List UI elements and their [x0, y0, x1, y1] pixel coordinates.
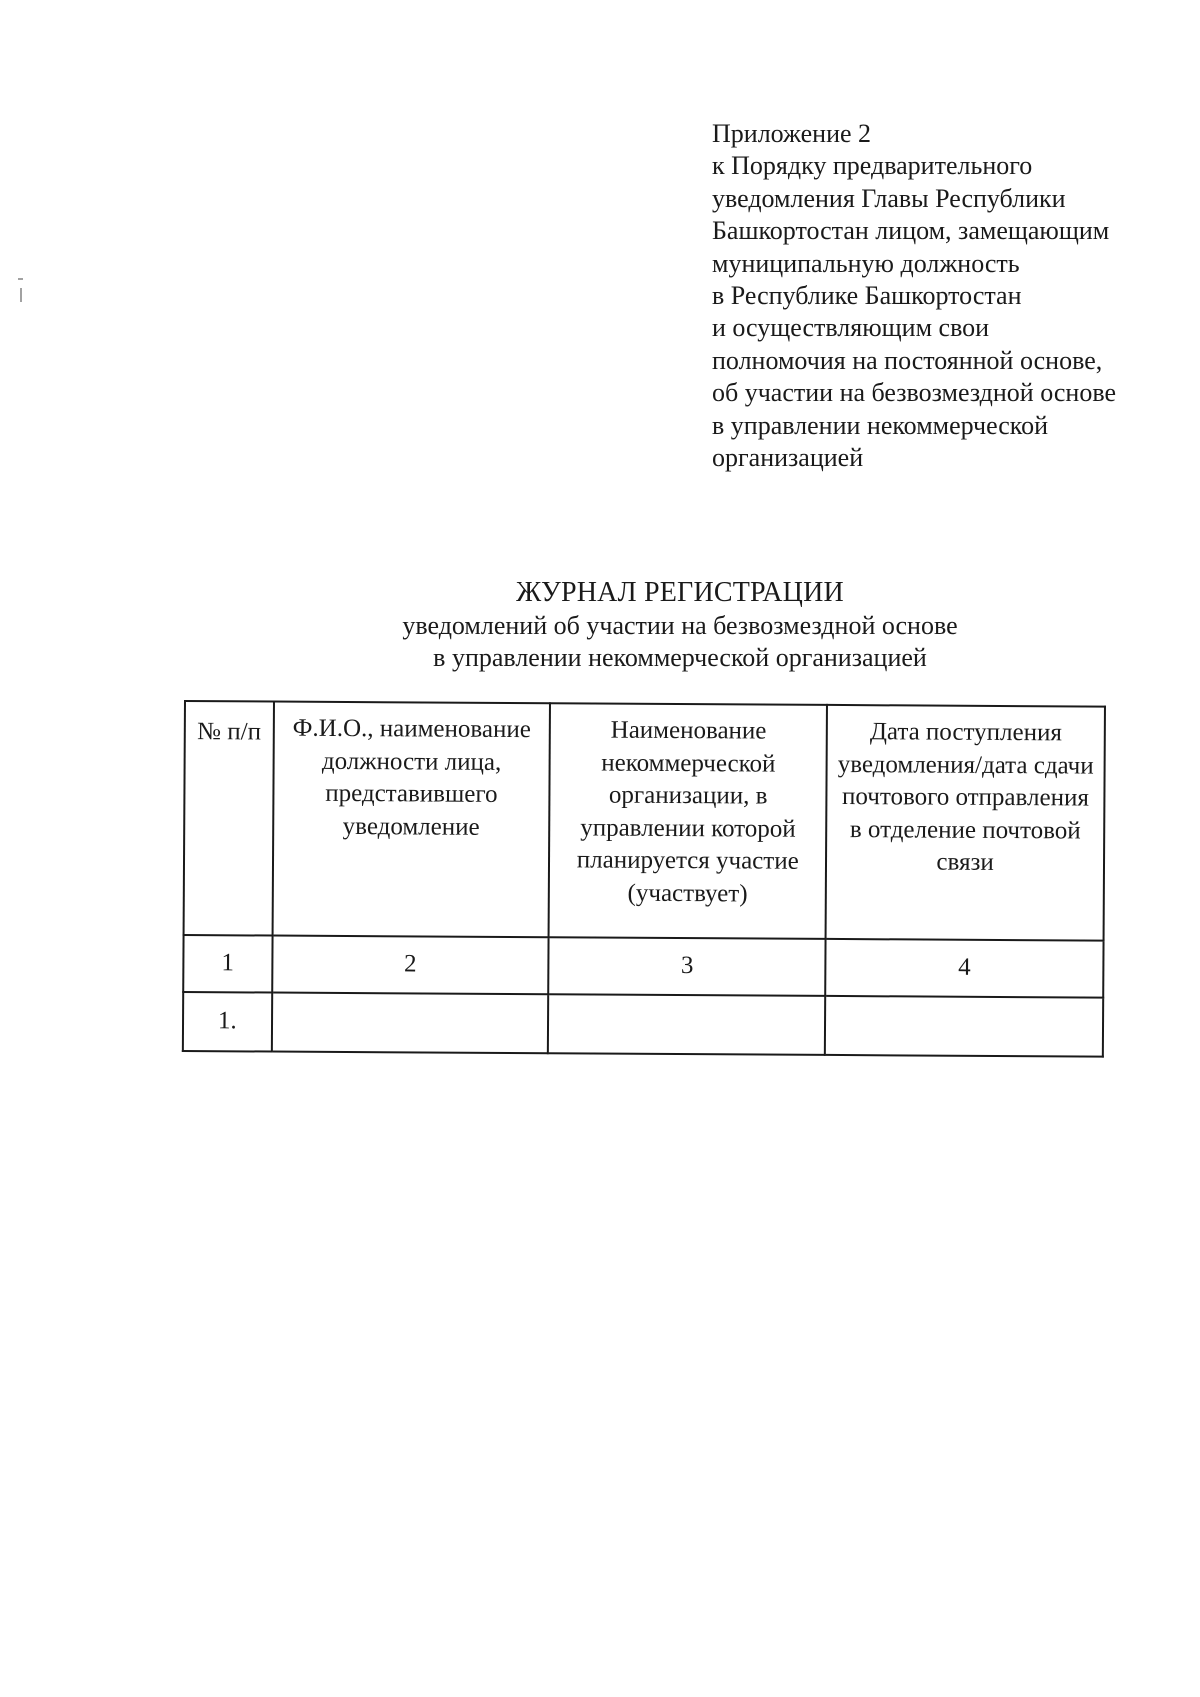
header-cell-full-name: Ф.И.О., наименование должности лица, представившего уведомление — [272, 702, 550, 938]
appendix-line: уведомления Главы Республики — [712, 183, 1066, 213]
column-number-cell: 2 — [272, 936, 549, 995]
column-number-cell: 3 — [549, 937, 826, 996]
header-cell-organization: Наименование некоммерческой организации, в управлении которой планируется участие (участвует) — [549, 703, 827, 939]
table-row — [183, 992, 1103, 1057]
appendix-line: в Республике Башкортостан — [712, 281, 1022, 311]
appendix-line: Приложение 2 — [712, 119, 872, 148]
table-cell — [271, 993, 548, 1054]
table-cell — [548, 994, 825, 1055]
document-subtitle-line: в управлении некоммерческой организацией — [433, 643, 927, 672]
header-cell-date: Дата поступления уведомления/дата сдачи почтового отправления в отделение почтовой связи — [826, 705, 1105, 941]
appendix-line: полномочия на постоянной основе, — [712, 345, 1103, 375]
table-header-row — [184, 701, 1105, 941]
scan-mark — [18, 278, 23, 280]
document-title: ЖУРНАЛ РЕГИСТРАЦИИ — [516, 577, 844, 608]
column-number-row — [183, 935, 1103, 998]
appendix-line: об участии на безвозмездной основе — [712, 378, 1116, 408]
scan-mark — [20, 288, 22, 302]
appendix-line: и осуществляющим свои — [712, 313, 990, 343]
column-number-cell: 1 — [183, 935, 272, 993]
registration-journal-table — [182, 700, 1106, 1058]
document-title-block — [300, 576, 1060, 674]
appendix-line: в управлении некоммерческой — [712, 410, 1049, 440]
appendix-line: организацией — [712, 443, 864, 473]
appendix-line: Башкортостан лицом, замещающим — [712, 216, 1110, 246]
appendix-line: к Порядку предварительного — [712, 151, 1033, 181]
header-cell-number: № п/п — [184, 701, 274, 936]
column-number-cell: 4 — [825, 939, 1103, 998]
document-subtitle-line: уведомлений об участии на безвозмездной основе — [402, 611, 958, 640]
appendix-note — [712, 118, 1172, 474]
appendix-line: муниципальную должность — [712, 248, 1020, 278]
table-cell — [825, 996, 1103, 1057]
table-cell: 1. — [183, 992, 272, 1052]
